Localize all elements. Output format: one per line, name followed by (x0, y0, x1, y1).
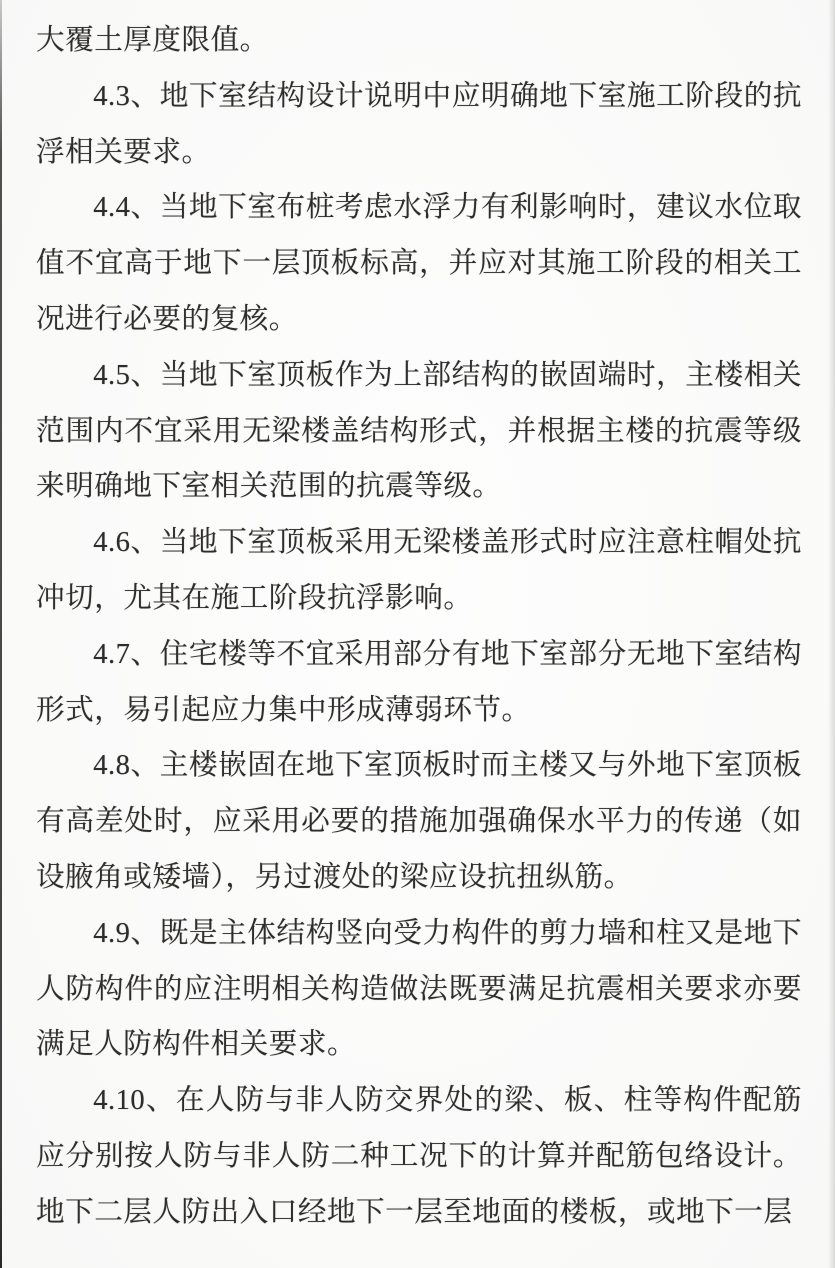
paragraph-4-5: 4.5、当地下室顶板作为上部结构的嵌固端时，主楼相关范围内不宜采用无梁楼盖结构形式，并根据主楼的抗震等级来明确地下室相关范围的抗震等级。 (36, 359, 802, 503)
paragraph-4-8: 4.8、主楼嵌固在地下室顶板时而主楼又与外地下室顶板有高差处时，应采用必要的措施加强确保水平力的传递（如设腋角或矮墙），另过渡处的梁应设抗扭纵筋。 (36, 750, 802, 893)
paragraph-4-4: 4.4、当地下室布桩考虑水浮力有利影响时，建议水位取值不宜高于地下一层顶板标高，并应对其施工阶段的相关工况进行必要的复核。 (36, 192, 802, 335)
document-text-block (36, 13, 802, 1241)
scan-right-edge-shadow (828, 0, 835, 1268)
paragraph-4-6: 4.6、当地下室顶板采用无梁楼盖形式时应注意柱帽处抗冲切，尤其在施工阶段抗浮影响。 (36, 527, 802, 614)
paragraph-4-3: 4.3、地下室结构设计说明中应明确地下室施工阶段的抗浮相关要求。 (36, 80, 802, 168)
paragraph-4-9: 4.9、既是主体结构竖向受力构件的剪力墙和柱又是地下人防构件的应注明相关构造做法既要满足抗震相关要求亦要满足人防构件相关要求。 (36, 917, 802, 1061)
scan-left-edge-artifact (0, 0, 2, 1268)
paragraph-4-7: 4.7、住宅楼等不宜采用部分有地下室部分无地下室结构形式，易引起应力集中形成薄弱环节。 (36, 638, 802, 726)
paragraph-4-10: 4.10、在人防与非人防交界处的梁、板、柱等构件配筋应分别按人防与非人防二种工况下的计算并配筋包络设计。地下二层人防出入口经地下一层至地面的楼板，或地下一层 (36, 1085, 802, 1228)
paragraph-continuation: 大覆土厚度限值。 (36, 25, 269, 56)
